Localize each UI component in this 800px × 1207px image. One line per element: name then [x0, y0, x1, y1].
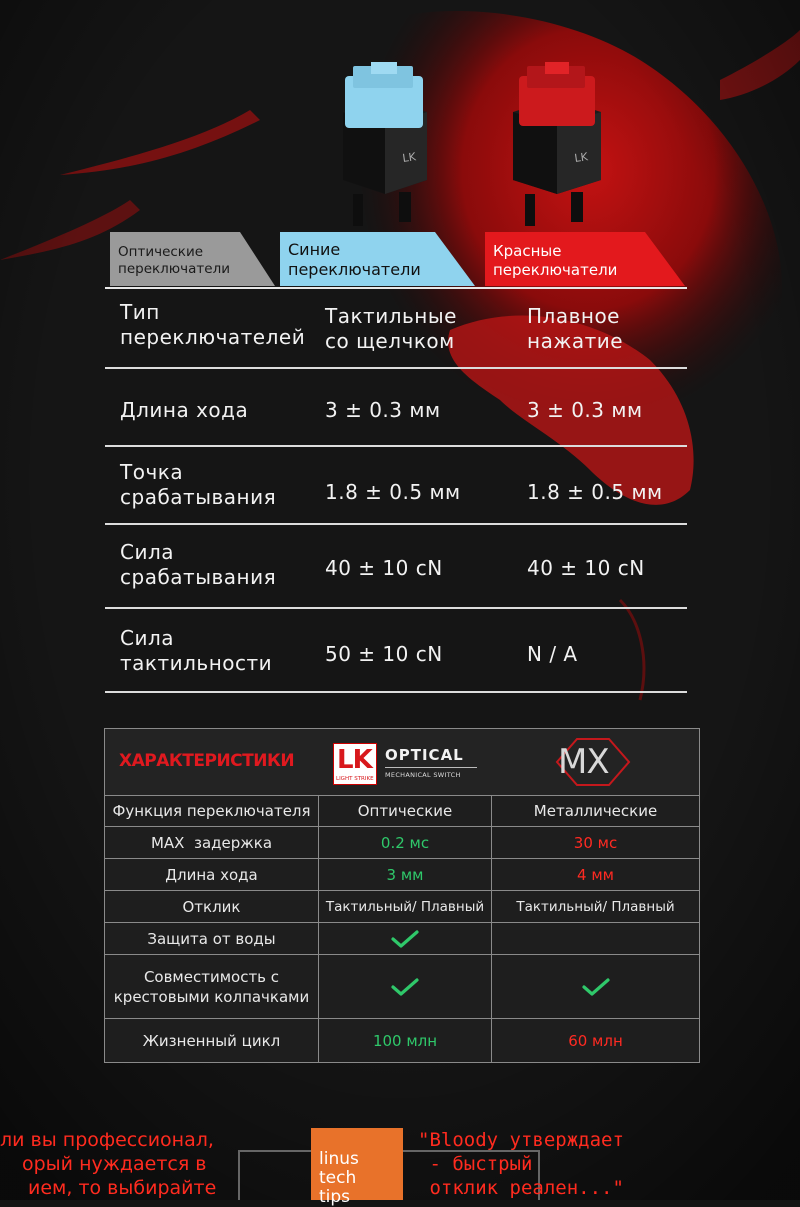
comparison-header: [105, 729, 699, 796]
spec-blue-value: 40 ± 10 cN: [325, 556, 443, 580]
spec-label: Сила срабатывания: [120, 540, 277, 589]
spec-red-value: 3 ± 0.3 мм: [527, 398, 643, 422]
mx-logo: [553, 737, 633, 787]
spec-blue-value: 1.8 ± 0.5 мм: [325, 480, 461, 504]
compare-value-mx: Металлические: [492, 795, 699, 827]
mechanical-switch-word: MECHANICAL SWITCH: [385, 771, 461, 779]
compare-label: MAX задержка: [105, 827, 319, 859]
spec-divider: [105, 607, 687, 609]
spec-divider: [105, 523, 687, 525]
bottom-left-line: ли вы профессионал,: [0, 1129, 214, 1151]
compare-value-mx: 4 мм: [492, 859, 699, 891]
ltt-line: linus: [319, 1149, 359, 1169]
blue-switch-image: [325, 62, 445, 230]
bottom-right-line: отклик реален...": [418, 1177, 624, 1199]
bottom-left-quote: [0, 1128, 216, 1200]
compare-label: Отклик: [105, 891, 319, 923]
compare-value-mx: Тактильный/ Плавный: [492, 891, 699, 923]
compare-label: Длина хода: [105, 859, 319, 891]
spec-divider: [105, 445, 687, 447]
linus-tech-tips-logo: [311, 1128, 403, 1207]
bottom-right-line: "Bloody утверждает: [418, 1129, 624, 1151]
ltt-line: tips: [319, 1187, 351, 1207]
tab-optical-label: Оптические переключатели: [118, 244, 230, 277]
bottom-right-quote: [418, 1128, 624, 1200]
compare-value-optical: [319, 923, 492, 955]
bottom-left-line: орый нуждается в: [22, 1153, 207, 1175]
compare-label: Функция переключателя: [105, 795, 319, 827]
spec-divider: [105, 367, 687, 369]
spec-red-value: N / A: [527, 642, 578, 666]
mx-logo-text: MX: [558, 742, 609, 782]
tab-blue-label: Синие переключатели: [288, 240, 421, 279]
spec-label: Сила тактильности: [120, 626, 273, 675]
bottom-right-line: - быстрый: [418, 1153, 533, 1175]
tab-optical: [110, 232, 285, 286]
compare-label: Защита от воды: [105, 923, 319, 955]
spec-label: Тип переключателей: [120, 300, 306, 349]
comparison-title: ХАРАКТЕРИСТИКИ: [119, 751, 295, 771]
compare-value-mx: [492, 955, 699, 1019]
spec-label: Точка срабатывания: [120, 460, 277, 509]
lk-logo-box: [333, 743, 377, 785]
compare-value-optical: 3 мм: [319, 859, 492, 891]
red-switch-image: [505, 62, 625, 230]
compare-value-optical: 0.2 мс: [319, 827, 492, 859]
compare-value-optical: Оптические: [319, 795, 492, 827]
lk-logo-text: LK: [337, 745, 372, 775]
ltt-line: tech: [319, 1168, 357, 1188]
check-icon: [581, 977, 611, 997]
spec-label: Длина хода: [120, 398, 249, 422]
compare-label: Совместимость с крестовыми колпачками: [105, 955, 319, 1019]
spec-blue-value: Тактильные со щелчком: [325, 304, 457, 353]
compare-value-optical: Тактильный/ Плавный: [319, 891, 492, 923]
compare-value-mx: 60 млн: [568, 1031, 623, 1050]
lk-optical-logo: [333, 743, 483, 785]
spec-red-value: Плавное нажатие: [527, 304, 624, 353]
comparison-table: [104, 728, 700, 1063]
check-icon: [390, 929, 420, 949]
header-divider: [105, 287, 687, 289]
compare-value-optical: [319, 955, 492, 1019]
tab-red-label: Красные переключатели: [493, 242, 618, 279]
svg-text:LK: LK: [573, 150, 589, 165]
bottom-frame-left: [238, 1150, 240, 1200]
spec-blue-value: 50 ± 10 cN: [325, 642, 443, 666]
check-icon: [390, 977, 420, 997]
lk-logo-sub: LIGHT STRIKE: [336, 776, 374, 782]
compare-value-optical: 100 млн: [319, 1019, 492, 1062]
spec-divider: [105, 691, 687, 693]
compare-value-mx: 30 мс: [492, 827, 699, 859]
spec-red-value: 40 ± 10 cN: [527, 556, 645, 580]
tab-blue: [280, 232, 485, 286]
optical-word: OPTICAL: [385, 746, 464, 764]
spec-blue-value: 3 ± 0.3 мм: [325, 398, 441, 422]
bottom-left-line: ием, то выбирайте: [28, 1177, 217, 1199]
svg-text:LK: LK: [401, 150, 417, 165]
compare-value-mx: [492, 923, 699, 955]
compare-label: Жизненный цикл: [105, 1019, 319, 1062]
tab-red: [485, 232, 690, 286]
spec-red-value: 1.8 ± 0.5 мм: [527, 480, 663, 504]
optical-underline: [385, 767, 477, 768]
